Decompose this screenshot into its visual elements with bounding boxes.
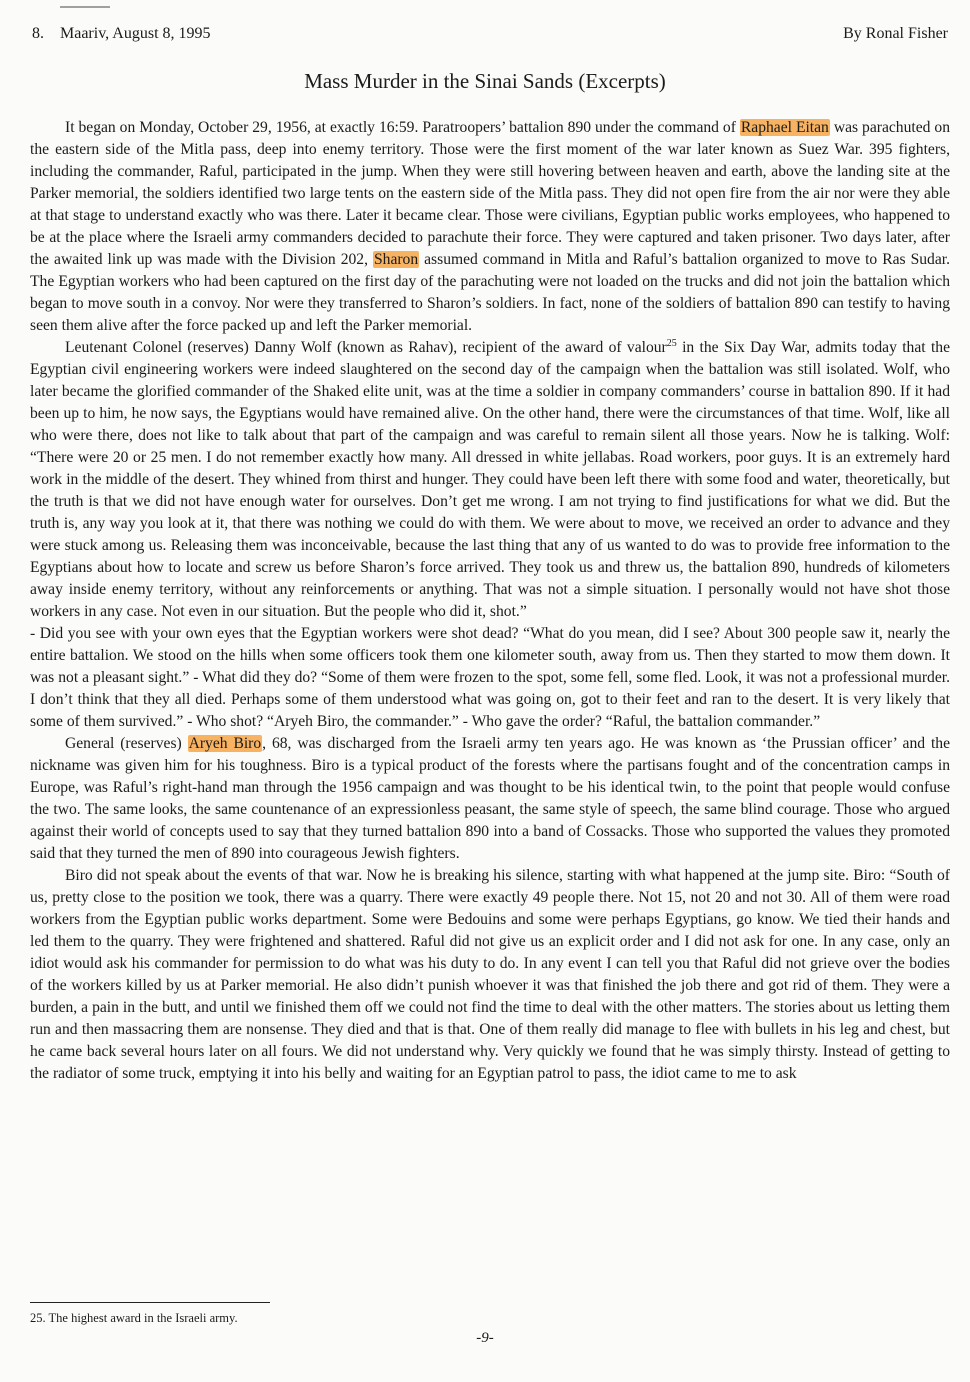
paragraph-3: - Did you see with your own eyes that the Egyptian workers were shot dead? “What do you mean, did I see? About 300 people saw it, nearly the entire battalion. We stood on the hills when some officers took them one kilometer south, away from us. Then they started to mow them down. It was not a pleasant sight.” - What did they do? “Some of them were frozen to the spot, some fell, some fled. Look, it was not a professional murder. I don’t think that they all died. Perhaps some of them understood what was going on, got to their feet and ran to the desert. It is very likely that some of them survived.” - Who shot? “Aryeh Biro, the commander.” - Who gave the order? “Raful, the battalion commander.”: [30, 625, 950, 730]
paragraph-4: [30, 733, 950, 865]
footnote-reference: 25: [666, 337, 677, 349]
source-citation: Maariv, August 8, 1995: [60, 25, 211, 42]
highlight-aryeh-biro: Aryeh Biro: [188, 735, 262, 752]
text-run: It began on Monday, October 29, 1956, at exactly 16:59. Paratroopers’ battalion 890 under the command of: [65, 119, 740, 136]
paragraph-2: [30, 337, 950, 623]
footnote: 25. The highest award in the Israeli army.: [30, 1311, 238, 1325]
header-left: [32, 24, 211, 44]
paragraph-5: Biro did not speak about the events of that war. Now he is breaking his silence, starting with what happened at the jump site. Biro: “South of us, pretty close to the position we took, there was a quarry. There were exactly 49 people there. Not 15, not 20 and not 30. All of them were road workers from the Egyptian public works department. Some were Bedouins and some were perhaps Egyptians, go know. We tied their hands and led them to the quarry. They were frightened and shattered. Raful did not give us an explicit order and I did not ask for one. In any case, only an idiot would ask his commander for permission to do what was his duty to do. In any event I can tell you that Raful did not grieve over the bodies of the workers killed by us at Parker memorial. He also didn’t punish whoever it was that finished the job there and got rid of them. They were a burden, a pain in the butt, and until we finished them off we could not find the time to deal with the other matters. The stories about us letting them run and then massacring them are nonsense. They died and that is that. One of them really did manage to flee with bullets in his leg and chest, but he came back several hours later on all fours. We did not understand why. Very quickly we found that he was simply thirsty. Instead of getting to the radiator of some truck, emptying it into his belly and waiting for an Egyptian patrol to pass, the idiot came to me to ask: [30, 867, 950, 1082]
text-run: in the Six Day War, admits today that the Egyptian civil engineering workers were indeed slaughtered on the second day of the campaign when the battalion was still isolated. Wolf, who later became the glorified commander of the Shaked elite unit, was at the time a soldier in company commanders’ course in battalion 890. If it had been up to him, he now says, the Egyptians would have remained alive. On the other hand, there were the circumstances of that time. Wolf, like all who were there, does not like to talk about that part of the campaign and was careful to remain silent all those years. Now he is talking. Wolf: “There were 20 or 25 men. I do not remember exactly how many. All dressed in white jellabas. Road workers, poor guys. It is an extremely hard work in the middle of the desert. They whined from thirst and hunger. They could have been left there with some food and water, theoretically, but the truth is that we did not have enough water for ourselves. Don’t get me wrong. I am not trying to find justifications for what we did. But the truth is, any way you look at it, that there was nothing we could do with them. We were about to move, we received an order to advance and they were stuck among us. Releasing them was inconceivable, because the last thing that any of us wanted to do was to provide free information to the Egyptians about how to locate and screw us before Sharon’s force arrived. They took us and threw us, the battalion 890, hundreds of kilometers away inside enemy territory, without any reinforcements or anything. That was not a simple situation. I personally would not have shot those workers in any case. Not even in our situation. But the people who did it, shot.”: [30, 339, 950, 620]
text-run: Leutenant Colonel (reserves) Danny Wolf (known as Rahav), recipient of the award of valour: [65, 339, 667, 356]
page-header: [32, 24, 948, 44]
highlight-sharon: Sharon: [373, 251, 419, 268]
page-number: -9-: [476, 1330, 494, 1346]
document-number: 8.: [32, 25, 44, 42]
author-byline: By Ronal Fisher: [843, 25, 948, 42]
scan-mark: [60, 6, 110, 8]
highlight-raphael-eitan: Raphael Eitan: [740, 119, 829, 136]
paragraph-1: [30, 117, 950, 337]
footnote-divider: [30, 1302, 270, 1303]
text-run: General (reserves): [65, 735, 188, 752]
text-run: was parachuted on the eastern side of the Mitla pass, deep into enemy territory. Those were the first moment of the war later known as Suez War. 395 fighters, including the commander, Raful, participated in the jump. When they were still hovering between heaven and earth, above the landing site at the Parker memorial, the soldiers identified two large tents on the eastern side of the Mitla pass. They did not open fire from the air nor were they able at that stage to understand exactly who was there. Later it became clear. Those were civilians, Egyptian public works employees, who happened to be at the place where the Israeli army commanders decided to parachute their force. They were captured and taken prisoner. Two days later, after the awaited link up was made with the Division 202,: [30, 119, 950, 268]
text-run: assumed command in Mitla and Raful’s battalion organized to move to Ras Sudar. The Egyptian workers who had been captured on the first day of the parachuting were not loaded on the trucks and did not join the battalion which began to move south in a convoy. Nor were they transferred to Sharon’s soldiers. In fact, none of the soldiers of battalion 890 can testify to having seen them alive after the force packed up and left the Parker memorial.: [30, 251, 950, 334]
article-title: Mass Murder in the Sinai Sands (Excerpts): [304, 69, 666, 93]
text-run: , 68, was discharged from the Israeli army ten years ago. He was known as ‘the Prussian officer’ and the nickname was given him for his toughness. Biro is a typical product of the forests where the partisans fought and of the concentration camps in Europe, was Raful’s right-hand man through the 1956 campaign and was thought to be his identical twin, to the point that people would confuse the two. The same looks, the same countenance of an expressionless peasant, the same style of speech, the same blind courage. Those who argued against their world of concepts used to say that they turned battalion 890 into a band of Cossacks. Those who supported the values they promoted said that they turned the men of 890 into courageous Jewish fighters.: [30, 735, 950, 862]
article-body: [30, 117, 950, 1085]
